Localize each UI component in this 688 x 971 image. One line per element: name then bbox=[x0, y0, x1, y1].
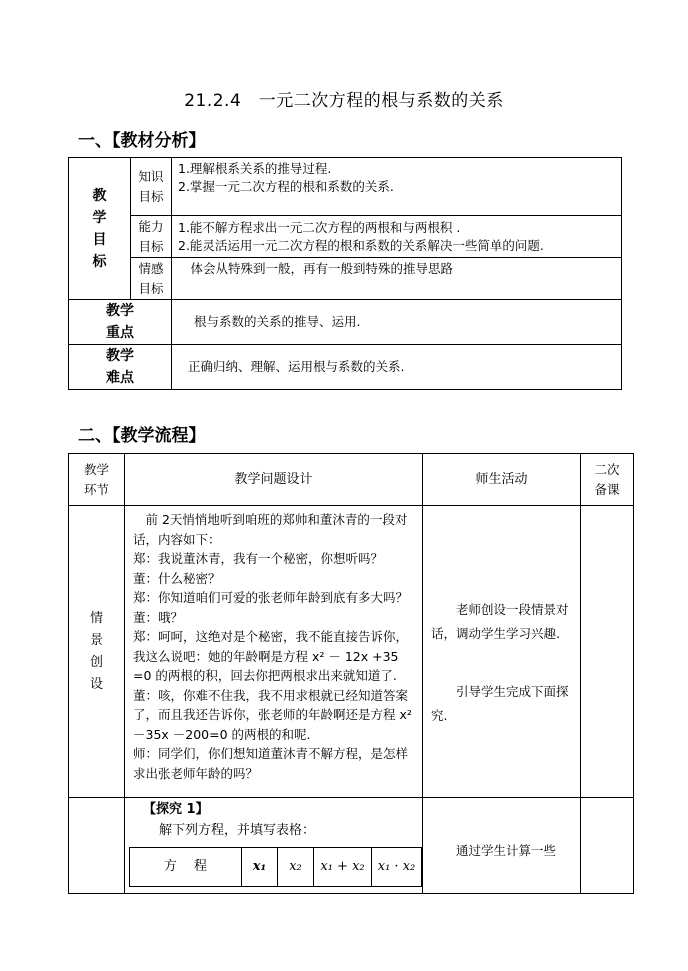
header-line: 备课 bbox=[594, 481, 620, 497]
analysis-table bbox=[68, 157, 622, 390]
stage-explore-label bbox=[69, 798, 125, 894]
dialog-line: 董：哦？ bbox=[133, 609, 184, 625]
ability-goal-label bbox=[131, 216, 172, 258]
prep-cell bbox=[581, 798, 634, 894]
section-heading-flow: 二、【教学流程】 bbox=[78, 426, 206, 446]
ability-goal-content bbox=[172, 216, 622, 258]
stage-header bbox=[69, 454, 125, 506]
sub-label-line: 能力 bbox=[138, 218, 164, 234]
knowledge-goal-label bbox=[131, 158, 172, 216]
activity-line: 通过学生计算一些 bbox=[456, 842, 557, 858]
difficulty-content: 正确归纳、理解、运用根与系数的关系. bbox=[172, 345, 622, 390]
stage-char: 景 bbox=[89, 632, 103, 648]
x2-col-header: x₂ bbox=[278, 848, 314, 887]
label-line: 重点 bbox=[106, 325, 134, 341]
goal-label-char: 教 bbox=[92, 187, 107, 204]
activity-scenario bbox=[423, 506, 581, 798]
product-col-header: x₁ · x₂ bbox=[372, 848, 422, 887]
stage-char: 设 bbox=[89, 676, 103, 692]
dialog-line: 董：咳，你难不住我，我不用求根就已经知道答案了，而且我还告诉你，张老师的年龄啊还是方程 x²－35x －200=0 的两根的和呢. bbox=[133, 687, 412, 742]
emotion-goal-label bbox=[131, 258, 172, 300]
explore-cell bbox=[125, 798, 423, 894]
stage-scenario-label bbox=[69, 506, 125, 798]
goal-line: 2.能灵活运用一元二次方程的根和系数的关系解决一些简单的问题. bbox=[178, 237, 544, 253]
activity-header: 师生活动 bbox=[423, 454, 581, 506]
emotion-goal-content bbox=[172, 258, 622, 300]
explore-instruction: 解下列方程，并填写表格： bbox=[159, 823, 316, 838]
sub-label-line: 目标 bbox=[138, 238, 164, 254]
goal-line: 2.掌握一元二次方程的根和系数的关系. bbox=[178, 179, 394, 194]
sub-label-line: 目标 bbox=[138, 188, 164, 204]
goal-label-char: 目 bbox=[92, 231, 107, 248]
goal-line: 体会从特殊到一般，再有一般到特殊的推导思路 bbox=[178, 261, 454, 276]
prep-header bbox=[581, 454, 634, 506]
sub-label-line: 情感 bbox=[138, 260, 164, 276]
activity-line: 老师创设一段情景对话，调动学生学习兴趣. bbox=[431, 601, 569, 641]
sub-label-line: 知识 bbox=[138, 168, 164, 184]
prep-cell bbox=[581, 506, 634, 798]
dialog-line: 师：同学们，你们想知道董沐青不解方程，是怎样求出张老师年龄的吗？ bbox=[133, 746, 409, 781]
dialog-line: 郑：我说董沐青，我有一个秘密，你想听吗？ bbox=[133, 551, 384, 566]
label-line: 教学 bbox=[106, 348, 134, 364]
label-line: 难点 bbox=[106, 370, 134, 386]
sum-col-header: x₁ + x₂ bbox=[314, 848, 372, 887]
dialog-line: 前 2天悄悄地听到咱班的郑帅和董沐青的一段对话，内容如下： bbox=[133, 512, 408, 547]
activity-explore bbox=[423, 798, 581, 894]
knowledge-goal-content bbox=[172, 158, 622, 216]
goal-line: 1.理解根系关系的推导过程. bbox=[178, 161, 332, 176]
activity-line: 引导学生完成下面探究. bbox=[431, 683, 569, 723]
flow-table bbox=[68, 453, 634, 894]
page-title: 21.2.4 一元二次方程的根与系数的关系 bbox=[184, 91, 504, 111]
key-point-content: 根与系数的关系的推导、运用. bbox=[172, 300, 622, 345]
goal-line: 1.能不解方程求出一元二次方程的两根和与两根积 . bbox=[178, 219, 461, 235]
stage-char: 创 bbox=[89, 654, 103, 670]
goal-label-char: 标 bbox=[92, 253, 107, 270]
header-line: 教学 bbox=[83, 461, 109, 477]
equation-col-header: 方 程 bbox=[130, 848, 242, 887]
design-header: 教学问题设计 bbox=[125, 454, 423, 506]
sub-label-line: 目标 bbox=[138, 280, 164, 296]
explore-title: 【探究 1】 bbox=[143, 802, 209, 817]
difficulty-label bbox=[69, 345, 172, 390]
header-line: 环节 bbox=[83, 481, 109, 497]
goal-label-cell bbox=[69, 158, 131, 300]
dialog-line: 郑：你知道咱们可爱的张老师年龄到底有多大吗？ bbox=[133, 590, 409, 605]
scenario-dialog bbox=[125, 506, 423, 798]
goal-label-char: 学 bbox=[92, 209, 107, 226]
dialog-line: 董：什么秘密？ bbox=[133, 570, 221, 586]
x1-col-header: x₁ bbox=[242, 848, 278, 887]
section-heading-analysis: 一、【教材分析】 bbox=[78, 131, 206, 151]
header-line: 二次 bbox=[594, 461, 620, 477]
label-line: 教学 bbox=[106, 303, 134, 319]
explore-table bbox=[129, 847, 422, 887]
dialog-line: 郑：呵呵，这绝对是个秘密，我不能直接告诉你，我这么说吧：她的年龄啊是方程 x² － 12x +35 =0 的两根的积，回去你把两根求出来就知道了. bbox=[133, 629, 409, 683]
stage-char: 情 bbox=[89, 610, 103, 626]
key-point-label bbox=[69, 300, 172, 345]
